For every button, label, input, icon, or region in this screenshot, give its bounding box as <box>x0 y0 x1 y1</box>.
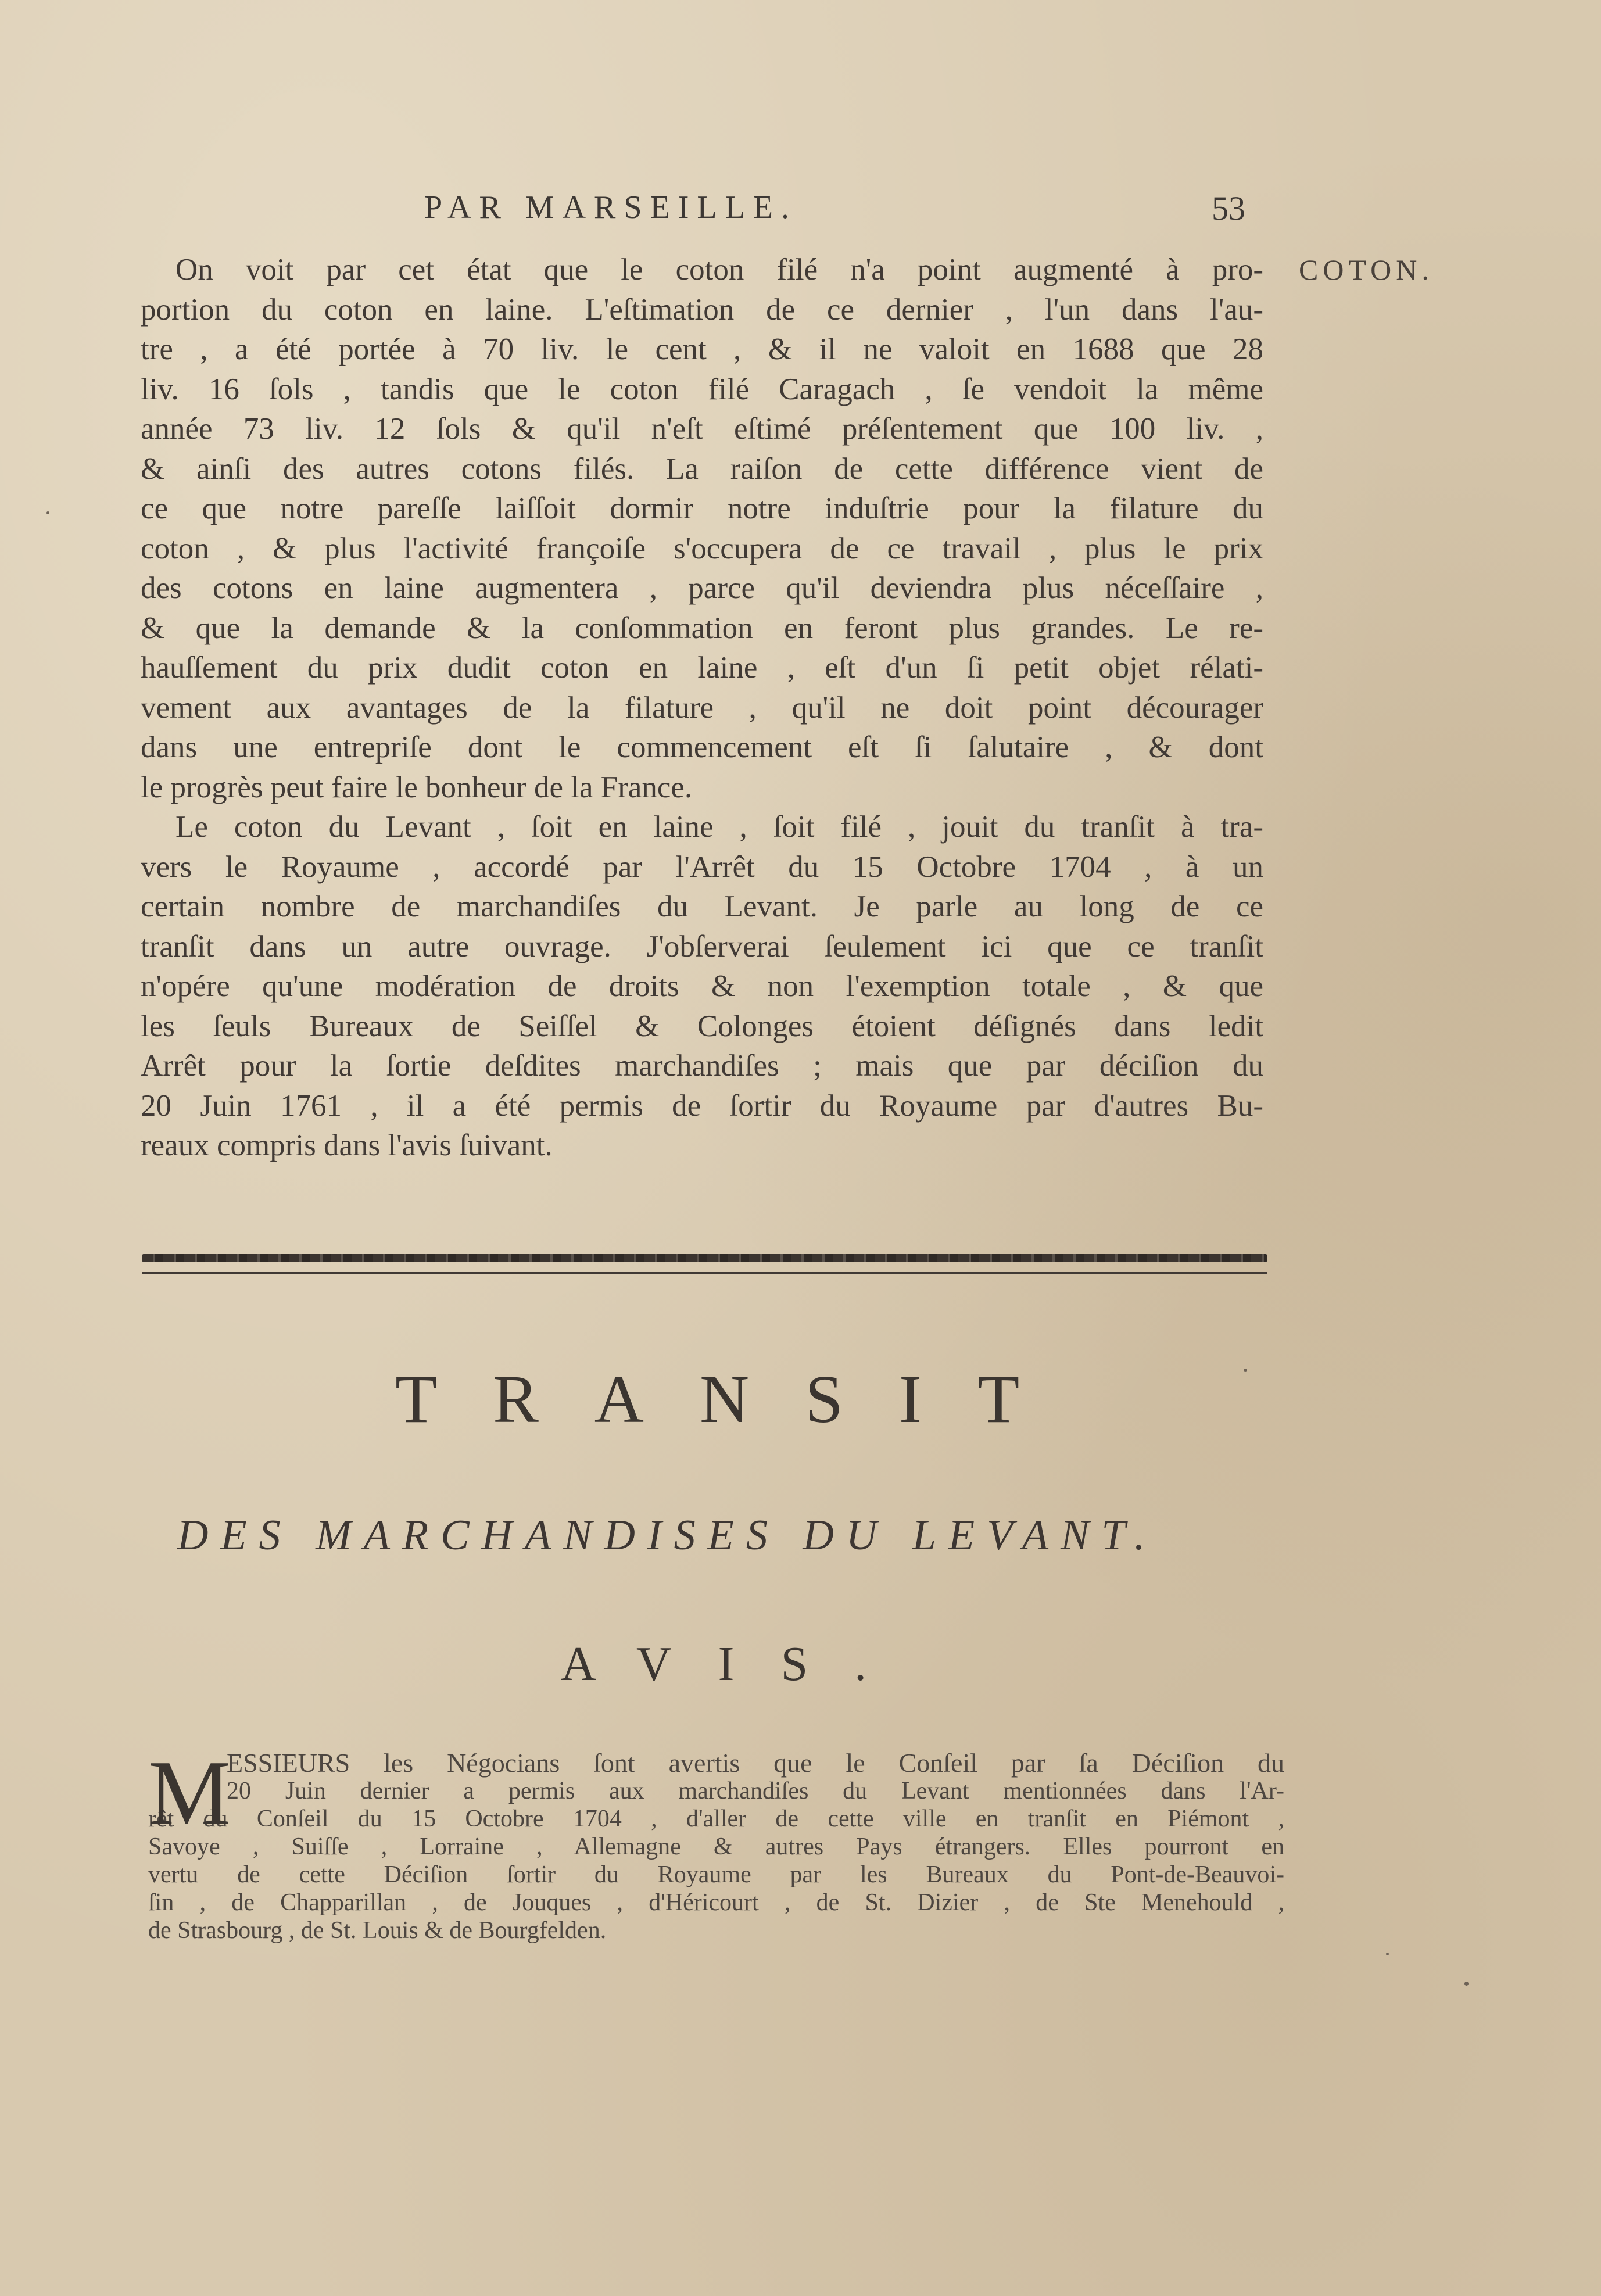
section-subtitle: DES MARCHANDISES DU LEVANT. <box>177 1511 1158 1559</box>
text-line: les ſeuls Bureaux de Seiſſel & Colonges étoient déſignés dans ledit <box>141 1009 1263 1043</box>
text-line: portion du coton en laine. L'eſtimation de ce dernier , l'un dans l'au- <box>141 292 1263 327</box>
text-line: le progrès peut faire le bonheur de la France. <box>141 770 693 804</box>
text-line: certain nombre de marchandiſes du Levant. Je parle au long de ce <box>141 890 1263 923</box>
text-line: liv. 16 ſols , tandis que le coton filé Caragach , ſe vendoit la même <box>141 372 1263 406</box>
paper-speck <box>1464 1982 1469 1986</box>
text-line: 20 Juin 1761 , il a été permis de ſortir du Royaume par d'autres Bu- <box>141 1088 1263 1123</box>
notice-heading: AVIS. <box>561 1637 914 1691</box>
notice-body <box>148 1741 1284 1944</box>
body-text <box>141 250 1263 1166</box>
notice-line: de Strasbourg , de St. Louis & de Bourgfelden. <box>148 1917 607 1944</box>
paper-speck <box>1244 1369 1247 1372</box>
notice-line: vertu de cette Déciſion ſortir du Royaume par les Bureaux du Pont-de-Beauvoi- <box>148 1861 1284 1888</box>
text-line: des cotons en laine augmentera , parce qu'il deviendra plus néceſſaire , <box>141 571 1263 605</box>
paper-speck <box>46 511 49 514</box>
notice-line: rêt du Conſeil du 15 Octobre 1704 , d'aller de cette ville en tranſit en Piémont , <box>148 1806 1284 1832</box>
text-line: n'opére qu'une modération de droits & non l'exemption totale , & que <box>141 969 1263 1003</box>
notice-line: ESSIEURS les Négocians ſont avertis que le Conſeil par ſa Déciſion du <box>227 1748 1284 1778</box>
text-line: reaux compris dans l'avis ſuivant. <box>141 1129 553 1162</box>
margin-note: COTON. <box>1299 253 1434 286</box>
text-line: On voit par cet état que le coton filé n'a point augmenté à pro- <box>175 253 1263 286</box>
page-number: 53 <box>1212 189 1245 227</box>
ornamental-rule <box>142 1254 1267 1262</box>
text-line: vers le Royaume , accordé par l'Arrêt du 15 Octobre 1704 , à un <box>141 850 1263 884</box>
text-line: tranſit dans un autre ouvrage. J'obſerverai ſeulement ici que ce tranſit <box>141 929 1263 963</box>
text-line: hauſſement du prix dudit coton en laine , eſt d'un ſi petit objet rélati- <box>141 651 1263 685</box>
text-line: vement aux avantages de la filature , qu'il ne doit point décourager <box>141 690 1263 725</box>
text-line: ce que notre pareſſe laiſſoit dormir notre induſtrie pour la filature du <box>141 492 1263 525</box>
divider-rule <box>142 1272 1267 1274</box>
text-line: Le coton du Levant , ſoit en laine , ſoit filé , jouit du tranſit à tra- <box>175 810 1263 844</box>
text-line: tre , a été portée à 70 liv. le cent , & il ne valoit en 1688 que 28 <box>141 332 1263 366</box>
section-title: TRANSIT <box>395 1361 1076 1437</box>
text-line: coton , & plus l'activité françoiſe s'occupera de ce travail , plus le prix <box>141 531 1263 565</box>
notice-line: Savoye , Suiſſe , Lorraine , Allemagne & autres Pays étrangers. Elles pourront en <box>148 1833 1284 1860</box>
notice-line: ſin , de Chapparillan , de Jouques , d'Héricourt , de St. Dizier , de Ste Menehould , <box>148 1889 1284 1916</box>
paragraph <box>141 250 1263 807</box>
text-line: Arrêt pour la ſortie deſdites marchandiſes ; mais que par déciſion du <box>141 1049 1263 1083</box>
drop-cap: M <box>148 1741 231 1844</box>
paragraph <box>141 807 1263 1166</box>
notice-line: 20 Juin dernier a permis aux marchandiſes du Levant mentionnées dans l'Ar- <box>227 1778 1284 1804</box>
paper-speck <box>1386 1953 1389 1955</box>
text-line: année 73 liv. 12 ſols & qu'il n'eſt eſtimé préſentement que 100 liv. , <box>141 412 1263 446</box>
text-line: & ainſi des autres cotons filés. La raiſon de cette différence vient de <box>141 452 1263 486</box>
running-title: PAR MARSEILLE. <box>424 189 798 225</box>
text-line: dans une entrepriſe dont le commencement eſt ſi ſalutaire , & dont <box>141 730 1263 764</box>
text-line: & que la demande & la conſommation en feront plus grandes. Le re- <box>141 611 1263 645</box>
